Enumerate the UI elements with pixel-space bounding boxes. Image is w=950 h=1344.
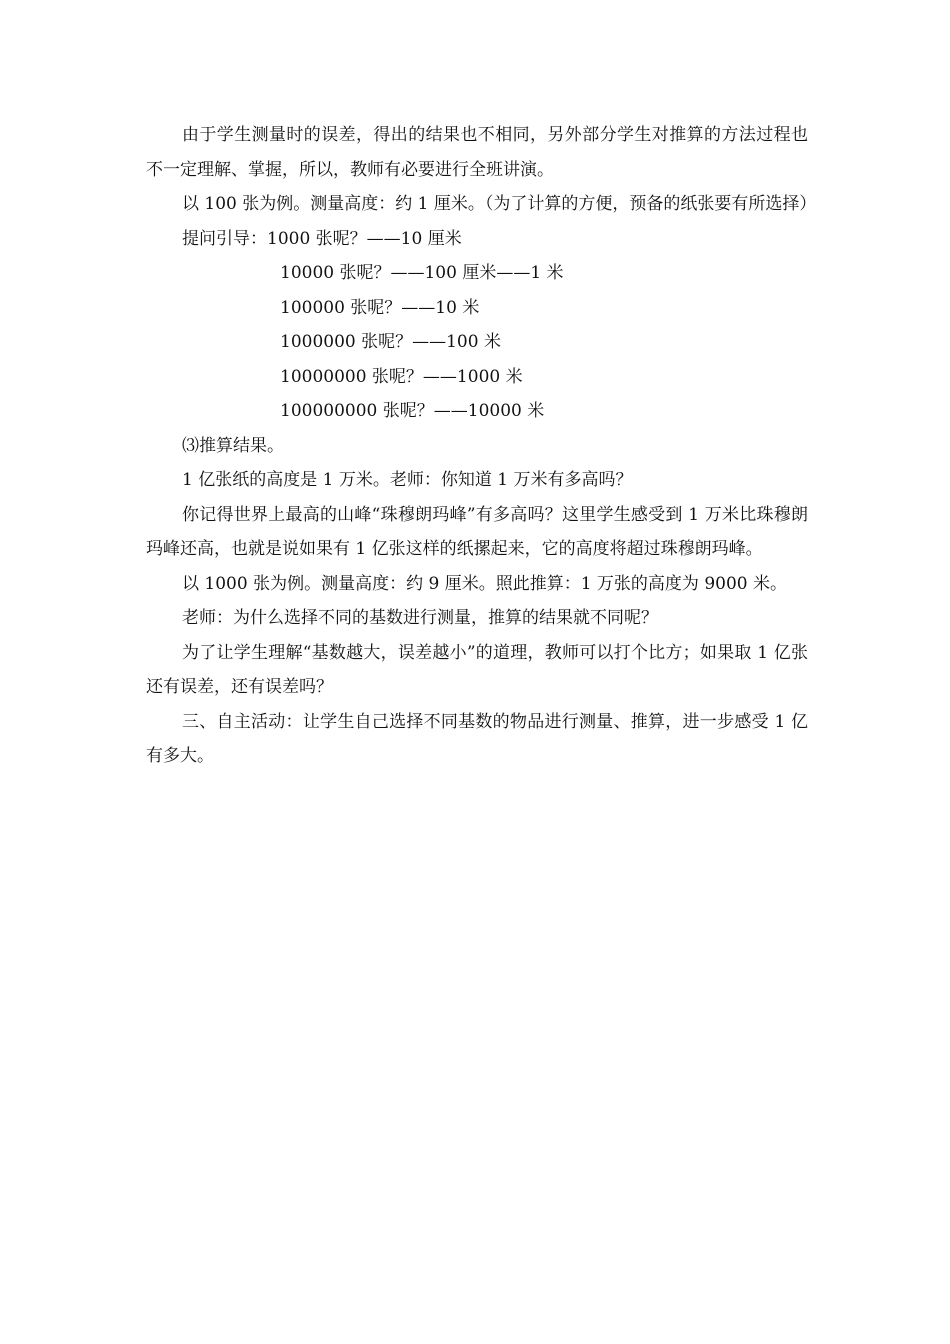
question-line: 10000 张呢？——100 厘米——1 米 (280, 263, 564, 283)
question-line: 100000 张呢？——10 米 (280, 297, 480, 318)
paragraph-analogy: 为了让学生理解“基数越大，误差越小”的道理，教师可以打个比方；如果取 1 亿张还有误差，还有误差吗？ (146, 642, 808, 697)
question-line: 10000000 张呢？——1000 米 (280, 366, 523, 387)
paragraph-self-activity: 三、自主活动：让学生自己选择不同基数的物品进行测量、推算，进一步感受 1 亿有多大。 (146, 711, 808, 766)
question-line: 1000000 张呢？——100 米 (280, 332, 501, 352)
section-heading-result: ⑶推算结果。 (182, 435, 284, 456)
question-line: 100000000 张呢？——10000 米 (280, 401, 545, 421)
paragraph-100-sheets-example: 以 100 张为例。测量高度：约 1 厘米。（为了计算的方便，预备的纸张要有所选择） (182, 194, 817, 214)
question-line: 提问引导：1000 张呢？——10 厘米 (182, 228, 462, 249)
paragraph-everest: 你记得世界上最高的山峰“珠穆朗玛峰”有多高吗？这里学生感受到 1 万米比珠穆朗玛峰还高，也就是说如果有 1 亿张这样的纸摞起来，它的高度将超过珠穆朗玛峰。 (146, 504, 808, 559)
paragraph-teacher-question: 老师：为什么选择不同的基数进行测量，推算的结果就不同呢？ (182, 608, 658, 628)
document-page (146, 118, 817, 774)
question-guide-list (146, 222, 808, 429)
paragraph-height-result: 1 亿张纸的高度是 1 万米。老师：你知道 1 万米有多高吗？ (182, 470, 633, 490)
paragraph-measurement-error: 由于学生测量时的误差，得出的结果也不相同，另外部分学生对推算的方法过程也不一定理解、掌握，所以，教师有必要进行全班讲演。 (146, 125, 808, 180)
paragraph-1000-sheets-example: 以 1000 张为例。测量高度：约 9 厘米。照此推算：1 万张的高度为 9000 米。 (182, 573, 787, 594)
